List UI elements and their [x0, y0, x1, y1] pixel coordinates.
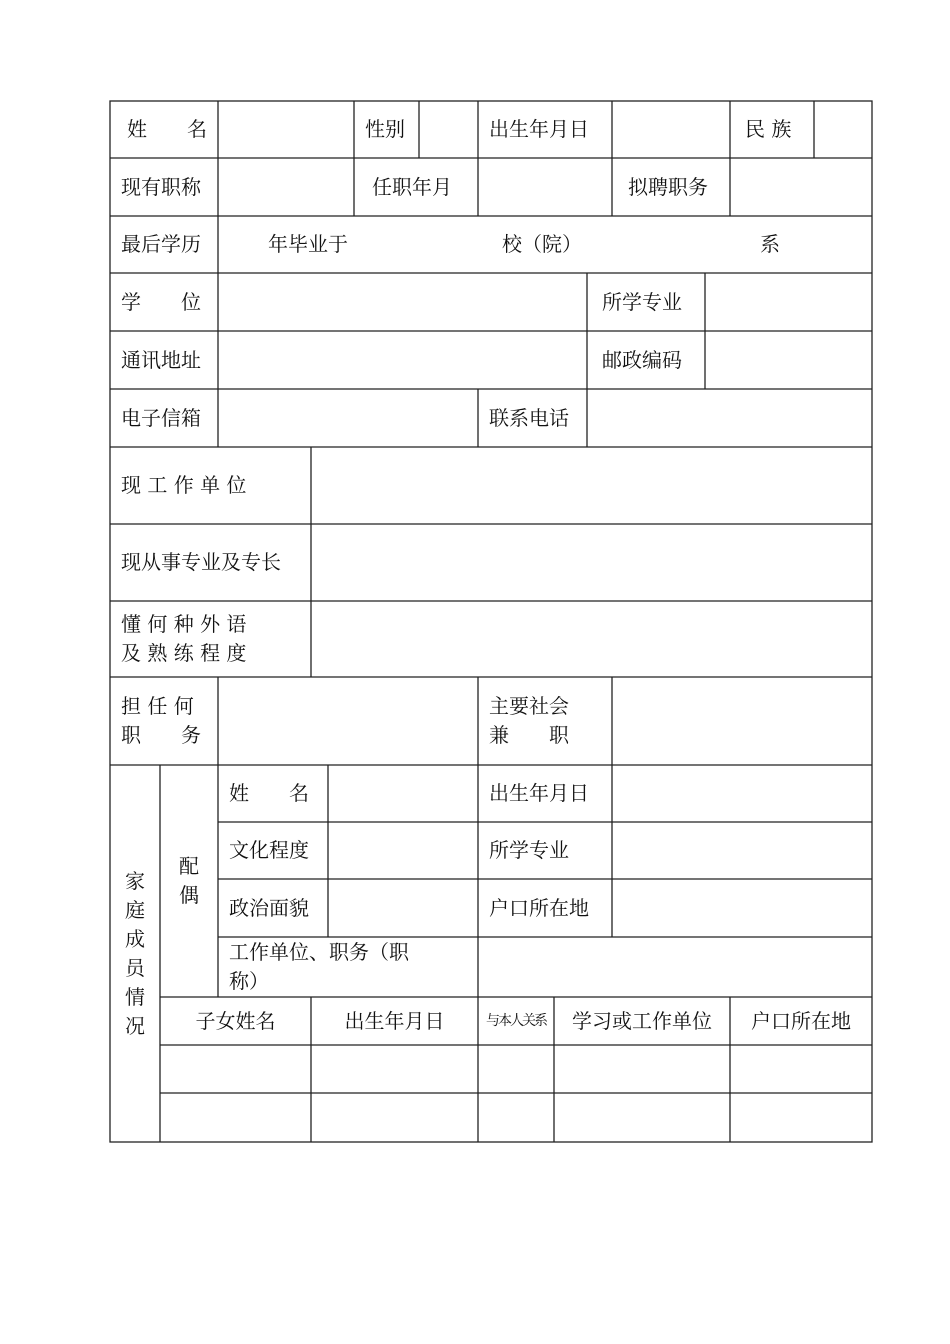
degree-field[interactable] — [218, 273, 587, 331]
spouse-birth-field[interactable] — [612, 765, 872, 822]
email-field[interactable] — [218, 389, 478, 447]
children-birth-header: 出生年月日 — [344, 1008, 445, 1033]
degree-label: 学 位 — [121, 289, 201, 314]
workplace-field[interactable] — [311, 447, 872, 524]
postcode-label: 邮政编码 — [602, 347, 682, 372]
child-2-birth-field[interactable] — [311, 1093, 478, 1142]
birth-date-label: 出生年月日 — [489, 117, 589, 141]
child-1-relation-field[interactable] — [478, 1045, 554, 1093]
child-1-household-field[interactable] — [730, 1045, 872, 1093]
spouse-household-field[interactable] — [612, 879, 872, 937]
current-position-label: 担 任 何 职 务 — [121, 694, 201, 747]
education-label: 最后学历 — [121, 232, 201, 256]
child-1-birth-field[interactable] — [311, 1045, 478, 1093]
gender-field[interactable] — [419, 101, 478, 158]
child-2-name-field[interactable] — [160, 1093, 311, 1142]
spouse-work-label: 工作单位、职务（职 称） — [229, 940, 409, 993]
social-position-field[interactable] — [612, 677, 872, 765]
foreign-language-label: 懂 何 种 外 语 及 熟 练 程 度 — [121, 612, 247, 665]
children-relation-header: 与本人关系 — [486, 1012, 546, 1029]
family-members-label — [110, 765, 160, 1142]
child-1-work-field[interactable] — [554, 1045, 730, 1093]
spouse-political-field[interactable] — [328, 879, 478, 937]
gender-label: 性别 — [365, 117, 405, 141]
spouse-major-label: 所学专业 — [489, 838, 569, 862]
child-2-work-field[interactable] — [554, 1093, 730, 1142]
spouse-major-field[interactable] — [612, 822, 872, 879]
spouse-name-field[interactable] — [328, 765, 478, 822]
phone-field[interactable] — [587, 389, 872, 447]
address-label: 通讯地址 — [121, 347, 201, 372]
graduation-year-text: 年毕业于 — [268, 232, 348, 256]
name-label: 姓 名 — [127, 117, 207, 141]
birth-date-field[interactable] — [612, 101, 730, 158]
social-position-label: 主要社会 兼 职 — [489, 694, 569, 747]
foreign-language-field[interactable] — [311, 601, 872, 677]
proposed-position-field[interactable] — [730, 158, 872, 216]
spouse-household-label: 户口所在地 — [489, 895, 589, 920]
children-name-header: 子女姓名 — [195, 1008, 276, 1033]
appointment-date-field[interactable] — [478, 158, 612, 216]
current-position-field[interactable] — [218, 677, 478, 765]
family-members-text: 家庭成员情况 — [125, 868, 145, 1038]
specialty-label: 现从事专业及专长 — [121, 550, 281, 574]
major-field[interactable] — [705, 273, 872, 331]
name-field[interactable] — [218, 101, 354, 158]
child-2-relation-field[interactable] — [478, 1093, 554, 1142]
appointment-date-label: 任职年月 — [372, 174, 452, 199]
current-title-field[interactable] — [218, 158, 354, 216]
spouse-name-label: 姓 名 — [229, 781, 309, 805]
spouse-birth-label: 出生年月日 — [489, 781, 589, 805]
address-field[interactable] — [218, 331, 587, 389]
children-work-header: 学习或工作单位 — [572, 1008, 712, 1033]
phone-label: 联系电话 — [489, 405, 569, 430]
spouse-text: 配偶 — [179, 854, 199, 907]
postcode-field[interactable] — [705, 331, 872, 389]
school-text: 校（院） — [502, 232, 582, 256]
workplace-label: 现 工 作 单 位 — [121, 473, 247, 497]
department-text: 系 — [760, 232, 780, 256]
email-label: 电子信箱 — [121, 405, 201, 430]
specialty-field[interactable] — [311, 524, 872, 601]
proposed-position-label: 拟聘职务 — [628, 174, 708, 199]
major-label: 所学专业 — [602, 289, 682, 314]
spouse-education-field[interactable] — [328, 822, 478, 879]
child-1-name-field[interactable] — [160, 1045, 311, 1093]
children-household-header: 户口所在地 — [751, 1008, 851, 1033]
spouse-political-label: 政治面貌 — [229, 895, 309, 920]
ethnicity-label: 民 族 — [745, 117, 792, 141]
current-title-label: 现有职称 — [121, 174, 201, 199]
child-2-household-field[interactable] — [730, 1093, 872, 1142]
spouse-label — [160, 765, 218, 997]
spouse-education-label: 文化程度 — [229, 838, 309, 862]
spouse-work-field[interactable] — [478, 937, 872, 997]
ethnicity-field[interactable] — [814, 101, 872, 158]
